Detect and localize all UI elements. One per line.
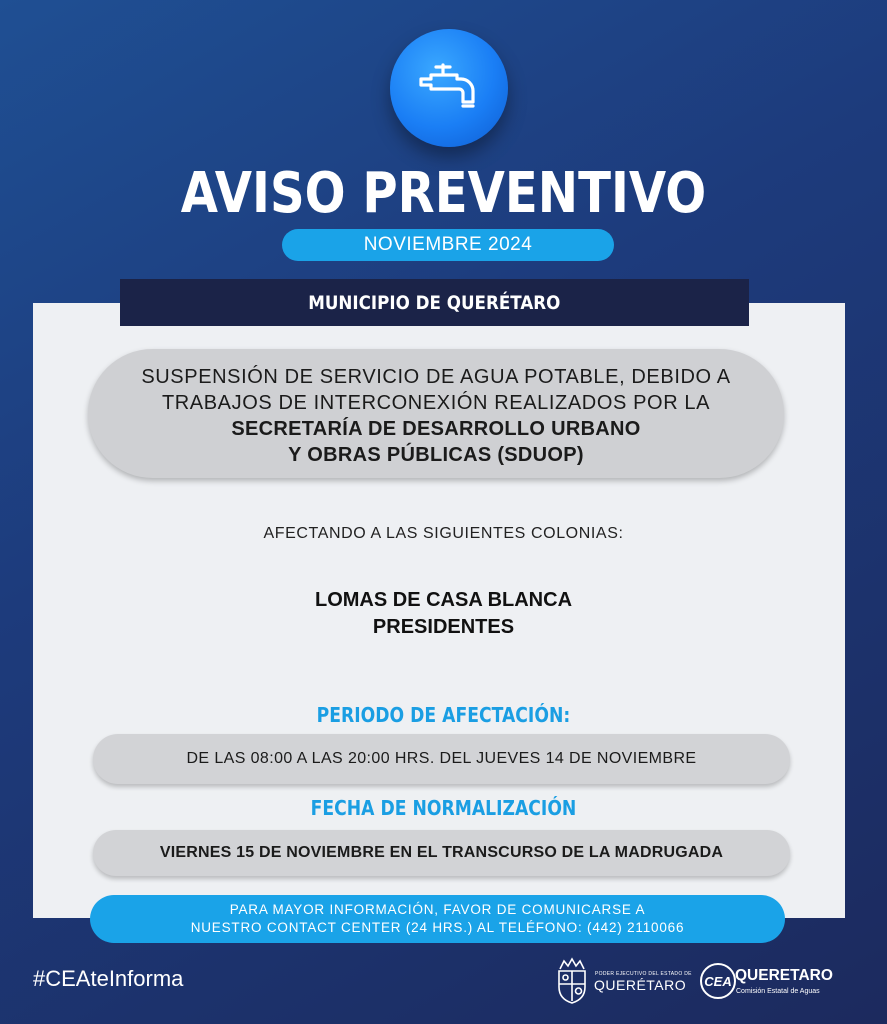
contact-line-1: PARA MAYOR INFORMACIÓN, FAVOR DE COMUNICARSE A <box>229 902 646 917</box>
suspension-line-2: TRABAJOS DE INTERCONEXIÓN REALIZADOS POR LA <box>161 392 711 414</box>
page-title: AVISO PREVENTIVO <box>180 161 707 226</box>
contact-line-2: NUESTRO CONTACT CENTER (24 HRS.) AL TELÉFONO: (442) 2110066 <box>190 920 685 935</box>
cea-mark: CEA <box>700 963 736 999</box>
period-heading <box>0 703 887 727</box>
gov-subtitle: PODER EJECUTIVO DEL ESTADO DE <box>595 971 692 977</box>
normalization-heading <box>0 796 887 820</box>
municipality-label: MUNICIPIO DE QUERÉTARO <box>308 291 561 314</box>
suspension-line-4: Y OBRAS PÚBLICAS (SDUOP) <box>288 444 584 466</box>
faucet-icon <box>417 62 481 114</box>
colonia-item: LOMAS DE CASA BLANCA <box>314 589 573 611</box>
municipality-bar <box>120 279 749 326</box>
date-badge: NOVIEMBRE 2024 <box>282 229 614 261</box>
suspension-line-3: SECRETARÍA DE DESARROLLO URBANO <box>231 418 641 440</box>
suspension-notice <box>88 349 784 478</box>
colonia-item: PRESIDENTES <box>372 616 515 638</box>
cea-brand: QUERETARO <box>735 967 833 984</box>
government-logo <box>554 957 704 1007</box>
faucet-badge <box>390 29 508 147</box>
affecting-label: AFECTANDO A LAS SIGUIENTES COLONIAS: <box>263 525 624 542</box>
period-heading-text: PERIODO DE AFECTACIÓN: <box>316 703 571 727</box>
cea-logo <box>700 963 833 1005</box>
coat-of-arms-icon <box>554 957 590 1005</box>
gov-name: QUERÉTARO <box>594 977 687 993</box>
cea-subtitle: Comisión Estatal de Aguas <box>736 988 820 995</box>
normalization-value: VIERNES 15 DE NOVIEMBRE EN EL TRANSCURSO DE LA MADRUGADA <box>93 830 790 876</box>
hashtag: #CEAteInforma <box>33 966 184 991</box>
normalization-heading-text: FECHA DE NORMALIZACIÓN <box>310 796 577 820</box>
contact-info <box>90 895 785 943</box>
suspension-line-1: SUSPENSIÓN DE SERVICIO DE AGUA POTABLE, DEBIDO A <box>141 366 731 388</box>
period-value: DE LAS 08:00 A LAS 20:00 HRS. DEL JUEVES 14 DE NOVIEMBRE <box>93 734 790 784</box>
colonias-list <box>0 587 887 641</box>
